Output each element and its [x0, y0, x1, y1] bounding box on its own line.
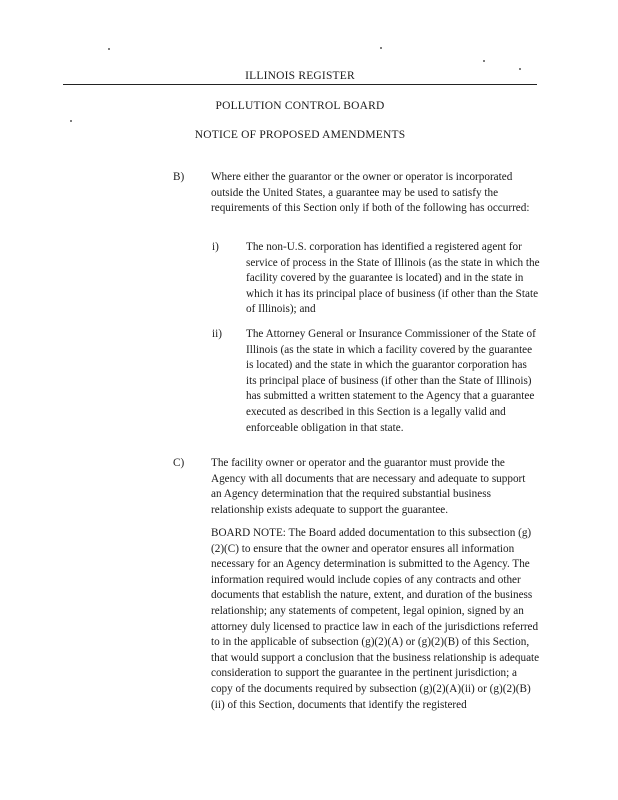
- header-rule: [63, 84, 537, 85]
- board-name: POLLUTION CONTROL BOARD: [215, 100, 385, 112]
- item-ii-text: The Attorney General or Insurance Commissioner of the State of Illinois (as the state in which a facility covered by the guarantee is located) and the state in which the guarantor corporation has its principal place of business (if other than the State of Illinois) has submitted a written statement to the Agency that a guarantee executed as described in this Section is a legally valid and enforceable obligation in that state.: [246, 328, 536, 434]
- scan-speck: [70, 120, 72, 122]
- register-title: ILLINOIS REGISTER: [245, 70, 355, 82]
- section-c-marker: C): [173, 457, 185, 469]
- notice-title: NOTICE OF PROPOSED AMENDMENTS: [194, 129, 406, 141]
- section-c-text: The facility owner or operator and the guarantor must provide the Agency with all documents that are necessary and adequate to support an Agency determination that the required substantial business relationship exists adequate to support the guarantee.: [211, 457, 526, 516]
- scan-speck: [519, 68, 521, 70]
- section-b-text: Where either the guarantor or the owner or operator is incorporated outside the United States, a guarantee may be used to satisfy the requirements of this Section only if both of the following has occurred:: [211, 171, 530, 215]
- item-ii-marker: ii): [212, 328, 222, 340]
- scan-speck: [483, 60, 485, 62]
- item-i-marker: i): [212, 241, 219, 253]
- item-i-text: The non-U.S. corporation has identified a registered agent for service of process in the State of Illinois (as the state in which the facility covered by the guarantee is located) and in the state in which it has its principal place of business (if other than the State of Illinois); and: [246, 241, 540, 316]
- scan-speck: [108, 48, 110, 50]
- board-note: BOARD NOTE: The Board added documentation to this subsection (g)(2)(C) to ensure that the owner and operator ensures all information necessary for an Agency determination is submitted to the Agency. The information required would include copies of any contracts and other documents that establish the nature, extent, and duration of the business relationship; any statements of competent, legal opinion, signed by an attorney duly licensed to practice law in each of the jurisdictions referred to in the applicable of subsection (g)(2)(A) or (g)(2)(B) of this Section, that would support a conclusion that the business relationship is adequate consideration to support the guarantee in the pertinent jurisdiction; a copy of the documents required by subsection (g)(2)(A)(ii) or (g)(2)(B)(ii) of this Section, documents that identify the registered: [211, 527, 540, 711]
- scan-speck: [380, 47, 382, 49]
- section-b-marker: B): [173, 171, 185, 183]
